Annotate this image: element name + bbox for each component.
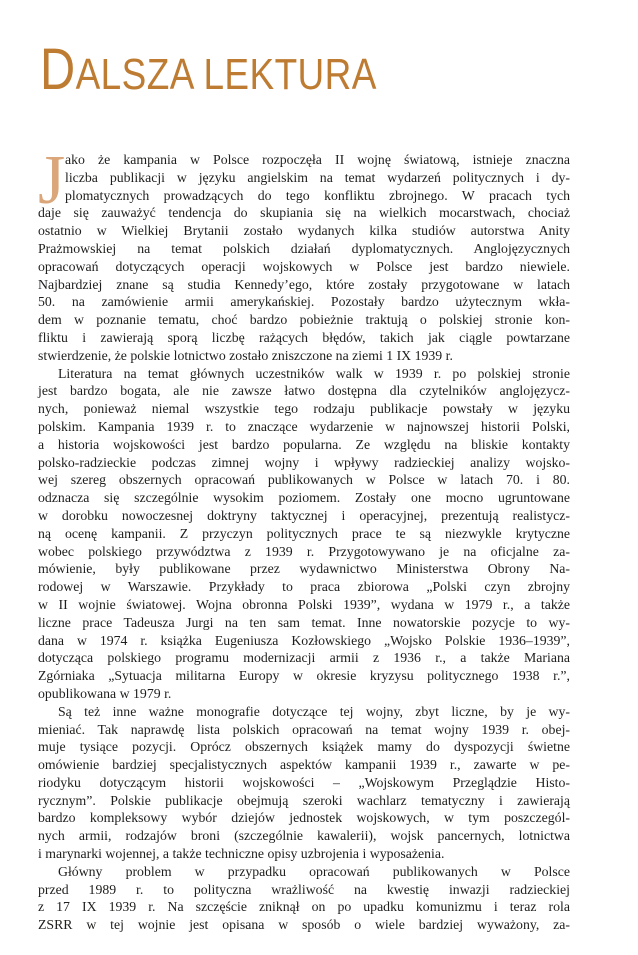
text-line: mówienie, były publikowane przez wydawnictwo Ministerstwa Obrony Na- — [38, 561, 570, 577]
text-line: jest bardzo bogata, ale nie zawsze łatwo dostępna dla czytelników anglojęzycz- — [38, 383, 570, 399]
paragraph — [38, 365, 570, 703]
text-line: nych, ponieważ niemal wszystkie tego rodzaju publikacje powstały w języku — [38, 401, 570, 417]
text-line: opublikowana w 1979 r. — [38, 685, 172, 701]
text-line: w dorobku nowoczesnej doktryny taktycznej i operacyjnej, prezentują realistycz- — [38, 507, 570, 523]
text-line: rycznym”. Polskie publikacje obejmują szeroki wachlarz tematyczny i zawierają — [38, 792, 570, 808]
text-line: i marynarki wojennej, a także techniczne opisy uzbrojenia i wyposażenia. — [38, 846, 445, 862]
text-line: ako że kampania w Polsce rozpoczęła II wojnę światową, istnieje znaczna — [65, 152, 570, 167]
paragraph — [38, 863, 570, 934]
drop-cap: J — [38, 142, 66, 219]
text-line: dana w 1974 r. książka Eugeniusza Kozłowskiego „Wojsko Polskie 1936–1939”, — [38, 632, 570, 648]
text-line: dem w poznanie tematu, choć bardzo pobieżnie traktują o polskiej stronie kon- — [38, 312, 570, 328]
text-line: opracowań dotyczących operacji wojskowych w Polsce jest bardzo niewiele. — [38, 258, 570, 274]
text-line: wobec polskiego przywództwa z 1939 r. Przygotowywano je na oficjalne za- — [38, 543, 570, 559]
text-line: odznacza się szczególnie wysokim poziomem. Zostały one mocno ugruntowane — [38, 490, 570, 506]
text-line: liczba publikacji w języku angielskim na temat wydarzeń politycznych i dy- — [65, 169, 570, 185]
text-line: Zgórniaka „Sytuacja militarna Europy w okresie kryzysu politycznego 1938 r.”, — [38, 668, 570, 684]
text-line: Są też inne ważne monografie dotyczące tej wojny, zbyt liczne, by je wy- — [58, 703, 570, 719]
paragraph — [38, 151, 570, 365]
text-line: 50. na zamówienie armii amerykańskiej. Pozostały bardzo użytecznym wkła- — [38, 294, 570, 310]
text-line: wej szereg obszernych opracowań publikowanych w Polsce w latach 70. i 80. — [38, 472, 570, 488]
text-line: Prażmowskiej na temat polskich działań dyplomatycznych. Anglojęzycznych — [38, 240, 570, 256]
page-title — [40, 37, 377, 102]
text-line: plomatycznych prowadzących do tego konfliktu zbrojnego. W pracach tych — [65, 187, 570, 203]
text-line: polsko-radzieckie podczas zimnej wojny i wpływy radzieckiej analizy wojsko- — [38, 454, 570, 470]
body-text — [38, 151, 570, 934]
text-line: dotycząca polskiego programu modernizacji armii z 1936 r., a także Mariana — [38, 650, 570, 666]
page-title-rest: ALSZA LEKTURA — [75, 50, 377, 99]
text-line: ną ocenę kampanii. Z przyczyn politycznych prace te są niezwykle krytyczne — [38, 525, 570, 541]
text-line: liczne prace Tadeusza Jurgi na ten sam temat. Inne nowatorskie pozycje to wy- — [38, 614, 570, 630]
page-title-initial: D — [40, 37, 76, 102]
text-line: mieniać. Tak naprawdę lista polskich opracowań na temat wojny 1939 r. obej- — [38, 721, 570, 737]
text-line: fliktu i zawierają sporą liczbę rażących błędów, takich jak ciągle powtarzane — [38, 329, 570, 345]
text-line: nych armii, rodzajów broni (szczególnie kawalerii), wojsk pancernych, lotnictwa — [38, 828, 570, 844]
text-line: z 17 IX 1939 r. Na szczęście zniknął on po upadku komunizmu i teraz rola — [38, 899, 570, 915]
text-line: ostatnio w Wielkiej Brytanii zostało wydanych kilka studiów autorstwa Anity — [38, 223, 570, 239]
text-line: Literatura na temat głównych uczestników walk w 1939 r. po polskiej stronie — [58, 365, 570, 381]
text-line: omówienie bardziej specjalistycznych aspektów kampanii 1939 r., zawarte w pe- — [38, 757, 570, 773]
text-line: stwierdzenie, że polskie lotnictwo zostało zniszczone na ziemi 1 IX 1939 r. — [38, 347, 453, 363]
text-line: a historia wojskowości jest bardzo popularna. Ze względu na bliskie kontakty — [38, 436, 570, 452]
text-line: rodowej w Warszawie. Przykłady to praca zbiorowa „Polski czyn zbrojny — [38, 579, 570, 595]
text-line: riodyku dotyczącym historii wojskowości – „Wojskowym Przeglądzie Histo- — [38, 774, 570, 790]
text-line: przed 1989 r. to polityczna wrażliwość na kwestię inwazji radzieckiej — [38, 881, 570, 897]
text-line: polskim. Kampania 1939 r. to znaczące wydarzenie w najnowszej historii Polski, — [38, 418, 570, 434]
paragraph — [38, 703, 570, 863]
text-line: bardzo kompleksowy wybór dziejów jednostek wojskowych, w tym poszczegól- — [38, 810, 570, 826]
text-line: muje tysiące pozycji. Oprócz obszernych książek mamy do dyspozycji świetne — [38, 739, 570, 755]
text-line: Najbardziej znane są studia Kennedy’ego, które zostały przygotowane w latach — [38, 276, 570, 292]
text-line: Główny problem w przypadku opracowań publikowanych w Polsce — [58, 863, 570, 879]
text-line: daje się zauważyć tendencja do skupiania się na wielkich mocarstwach, chociaż — [38, 205, 570, 221]
text-line: w II wojnie światowej. Wojna obronna Polski 1939”, wydana w 1979 r., a także — [38, 596, 570, 612]
text-line: ZSRR w tej wojnie jest opisana w sposób o wiele bardziej wyważony, za- — [38, 917, 570, 933]
